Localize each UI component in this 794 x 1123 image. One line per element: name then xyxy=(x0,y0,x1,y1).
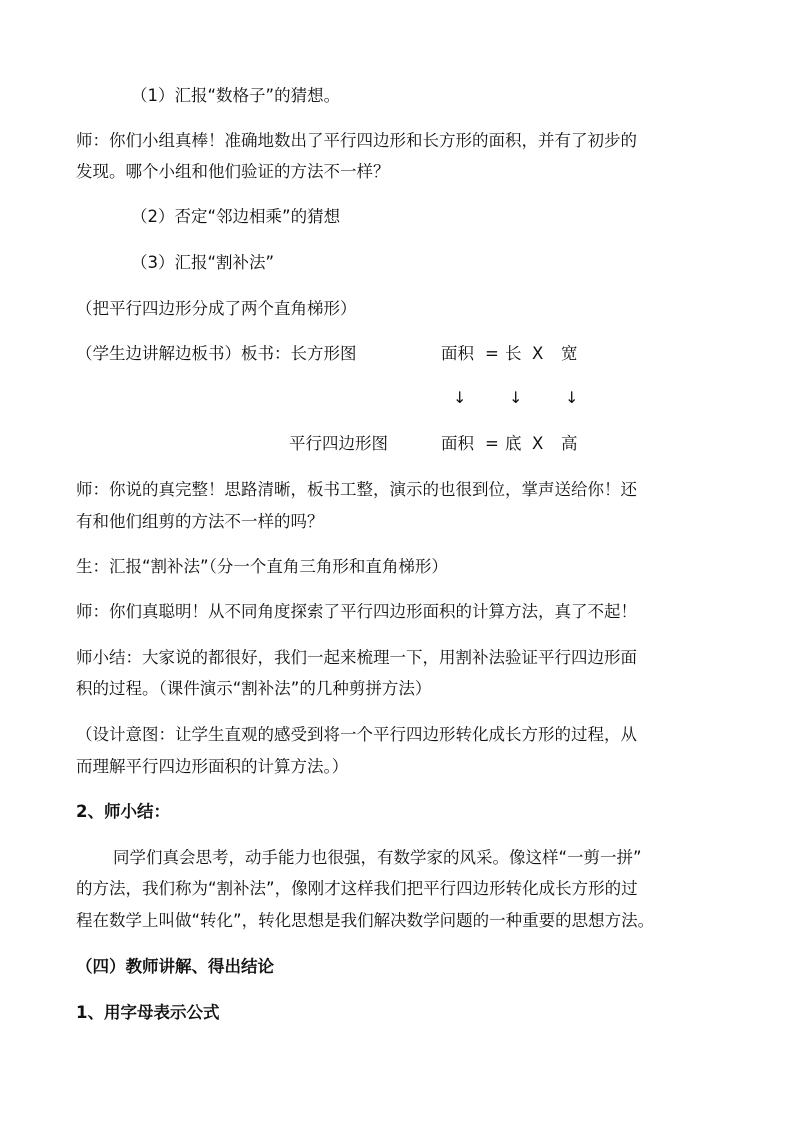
board-parallelogram-label: 平行四边形图 xyxy=(289,434,388,453)
item-report-cut-fill: （3）汇报“割补法” xyxy=(131,253,275,272)
teacher-remark-1b: 发现。哪个小组和他们验证的方法不一样？ xyxy=(76,162,390,181)
down-arrow-icon: ↓ xyxy=(565,388,579,407)
summary-paragraph-2: 的方法，我们称为“割补法”，像刚才这样我们把平行四边形转化成长方形的过 xyxy=(76,879,638,898)
formula-para-height: 高 xyxy=(561,434,578,453)
formula-rect-times: X xyxy=(532,344,544,363)
formula-para-eq: = xyxy=(485,434,499,453)
summary-paragraph-3: 程在数学上叫做“转化”，转化思想是我们解决数学问题的一种重要的思想方法。 xyxy=(76,911,655,930)
design-intent-b: 而理解平行四边形面积的计算方法。） xyxy=(76,757,349,776)
summary-paragraph-1: 同学们真会思考，动手能力也很强，有数学家的风采。像这样“一剪一拼” xyxy=(113,848,642,867)
down-arrow-icon: ↓ xyxy=(509,388,523,407)
board-rectangle-label: （学生边讲解边板书）板书：长方形图 xyxy=(76,344,357,363)
teacher-summary-a: 师小结：大家说的都很好，我们一起来梳理一下，用割补法验证平行四边形面 xyxy=(76,648,637,667)
teacher-remark-1a: 师：你们小组真棒！准确地数出了平行四边形和长方形的面积，并有了初步的 xyxy=(76,131,637,150)
item-report-counting-grids: （1）汇报“数格子”的猜想。 xyxy=(131,86,341,105)
teacher-remark-3: 师：你们真聪明！从不同角度探索了平行四边形面积的计算方法，真了不起！ xyxy=(76,602,637,621)
teacher-remark-2a: 师：你说的真完整！思路清晰，板书工整，演示的也很到位，掌声送给你！还 xyxy=(76,480,637,499)
formula-rect-area: 面积 xyxy=(441,344,474,363)
item-deny-guess: （2）否定“邻边相乘”的猜想 xyxy=(131,207,341,226)
student-report: 生：汇报“割补法”（分一个直角三角形和直角梯形） xyxy=(76,557,448,576)
formula-rect-width: 宽 xyxy=(561,344,578,363)
teacher-remark-2b: 有和他们组剪的方法不一样的吗？ xyxy=(76,512,324,531)
formula-para-area: 面积 xyxy=(441,434,474,453)
section-heading-conclusion: （四）教师讲解、得出结论 xyxy=(76,957,274,976)
formula-para-times: X xyxy=(532,434,544,453)
formula-rect-eq: = xyxy=(485,344,499,363)
section-heading-formula: 1、用字母表示公式 xyxy=(76,1003,220,1022)
formula-para-base: 底 xyxy=(505,434,522,453)
down-arrow-icon: ↓ xyxy=(453,388,467,407)
design-intent-a: （设计意图：让学生直观的感受到将一个平行四边形转化成长方形的过程，从 xyxy=(76,725,637,744)
formula-rect-length: 长 xyxy=(505,344,522,363)
section-heading-teacher-summary: 2、师小结： xyxy=(76,802,170,821)
note-two-trapezoids: （把平行四边形分成了两个直角梯形） xyxy=(76,299,357,318)
teacher-summary-b: 积的过程。（课件演示“割补法”的几种剪拼方法） xyxy=(76,679,432,698)
